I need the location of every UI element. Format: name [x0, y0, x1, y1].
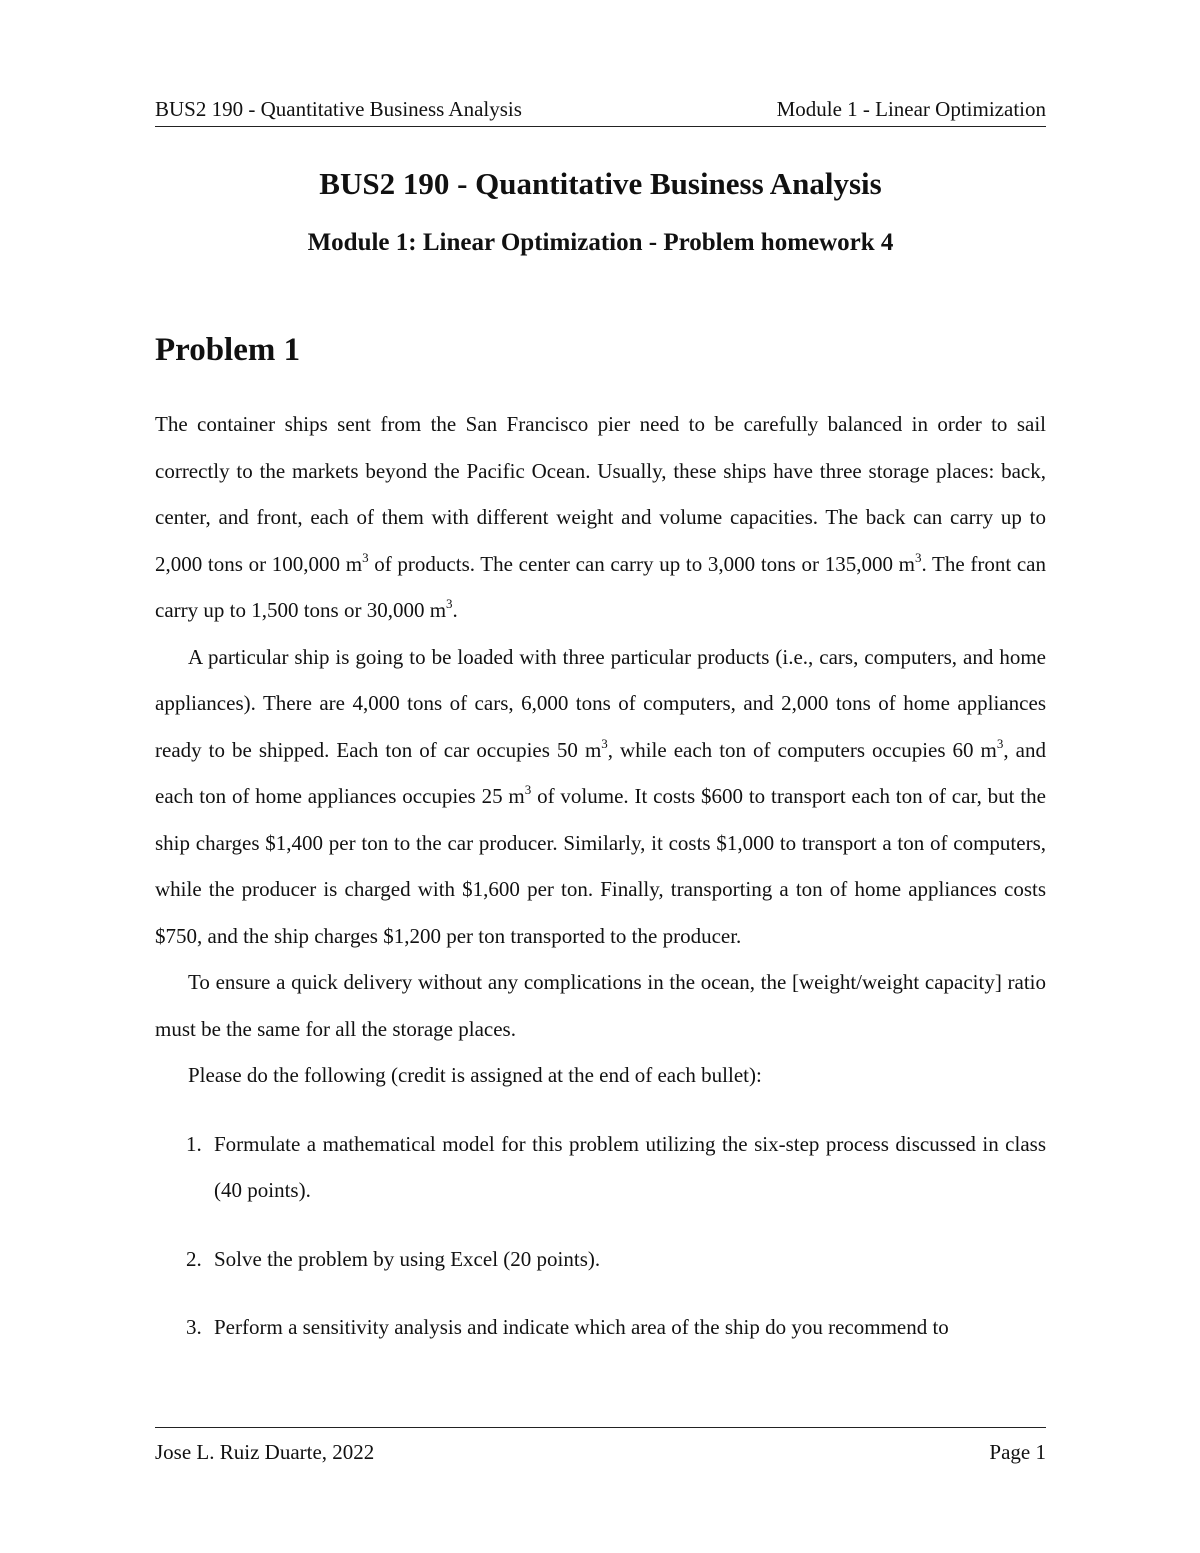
document-subtitle: Module 1: Linear Optimization - Problem homework 4 [307, 229, 894, 256]
running-header [155, 94, 1046, 127]
task-list [155, 1121, 1046, 1351]
task-item [155, 1304, 1046, 1351]
document-title: BUS2 190 - Quantitative Business Analysis [319, 166, 882, 201]
header-module: Module 1 - Linear Optimization [776, 97, 1046, 121]
text-run: of products. The center can carry up to 3,000 tons or 135,000 m [368, 551, 915, 576]
task-item [155, 1236, 1046, 1283]
footer-page-number: Page 1 [989, 1440, 1046, 1464]
task-number: 2. [186, 1246, 202, 1271]
superscript-cubed: 3 [601, 735, 608, 751]
paragraph-products [155, 634, 1046, 960]
task-number: 3. [186, 1315, 202, 1339]
text-run: The container ships sent from the San Francisco pier need to be carefully balanced in order to sail correctly to the markets beyond the Pacific Ocean. Usually, these ships have three storage places: back, center, and front, each of them with different weight and volume capacities. The back can carry up to 2,000 tons or 100,000 m [155, 412, 1046, 576]
text-run: . The front can carry up to 1,500 tons or 30,000 m [155, 551, 1047, 622]
paragraph-instructions: Please do the following (credit is assigned at the end of each bullet): [188, 1063, 762, 1087]
superscript-cubed: 3 [524, 782, 532, 797]
superscript-cubed: 3 [914, 549, 922, 565]
text-run: , while each ton of computers occupies 60 m [607, 737, 997, 762]
task-text: Perform a sensitivity analysis and indicate which area of the ship do you recommend to [214, 1315, 949, 1339]
paragraph-ratio-constraint: To ensure a quick delivery without any complications in the ocean, the [weight/weight capacity] ratio must be the same for all the storage places. [155, 970, 1046, 1041]
section-heading: Problem 1 [155, 332, 301, 368]
task-text: Solve the problem by using Excel (20 points). [214, 1246, 601, 1271]
problem-body [155, 401, 1046, 1373]
footer-author: Jose L. Ruiz Duarte, 2022 [155, 1440, 375, 1464]
text-run: . [452, 598, 458, 622]
text-run: , and each ton of home appliances occupies 25 m [155, 737, 1046, 808]
paragraph-ship-capacities [155, 401, 1046, 634]
task-number: 1. [186, 1131, 202, 1156]
task-item [155, 1121, 1046, 1214]
superscript-cubed: 3 [362, 549, 369, 565]
superscript-cubed: 3 [996, 735, 1004, 751]
task-text: Formulate a mathematical model for this problem utilizing the six-step process discussed in class (40 points). [214, 1131, 1046, 1202]
superscript-cubed: 3 [446, 596, 453, 611]
text-run: A particular ship is going to be loaded with three particular products (i.e., cars, computers, and home appliances). There are 4,000 tons of cars, 6,000 tons of computers, and 2,000 tons of home appliances ready to be shipped. Each ton of car occupies 50 m [155, 644, 1046, 762]
running-footer [155, 1427, 1046, 1464]
header-course: BUS2 190 - Quantitative Business Analysis [155, 97, 522, 121]
text-run: of volume. It costs $600 to transport each ton of car, but the ship charges $1,400 per ton to the car producer. Similarly, it costs $1,000 to transport a ton of computers, while the producer is charged with $1,600 per ton. Finally, transporting a ton of home appliances costs $750, and the ship charges $1,200 per ton transported to the producer. [155, 784, 1047, 948]
